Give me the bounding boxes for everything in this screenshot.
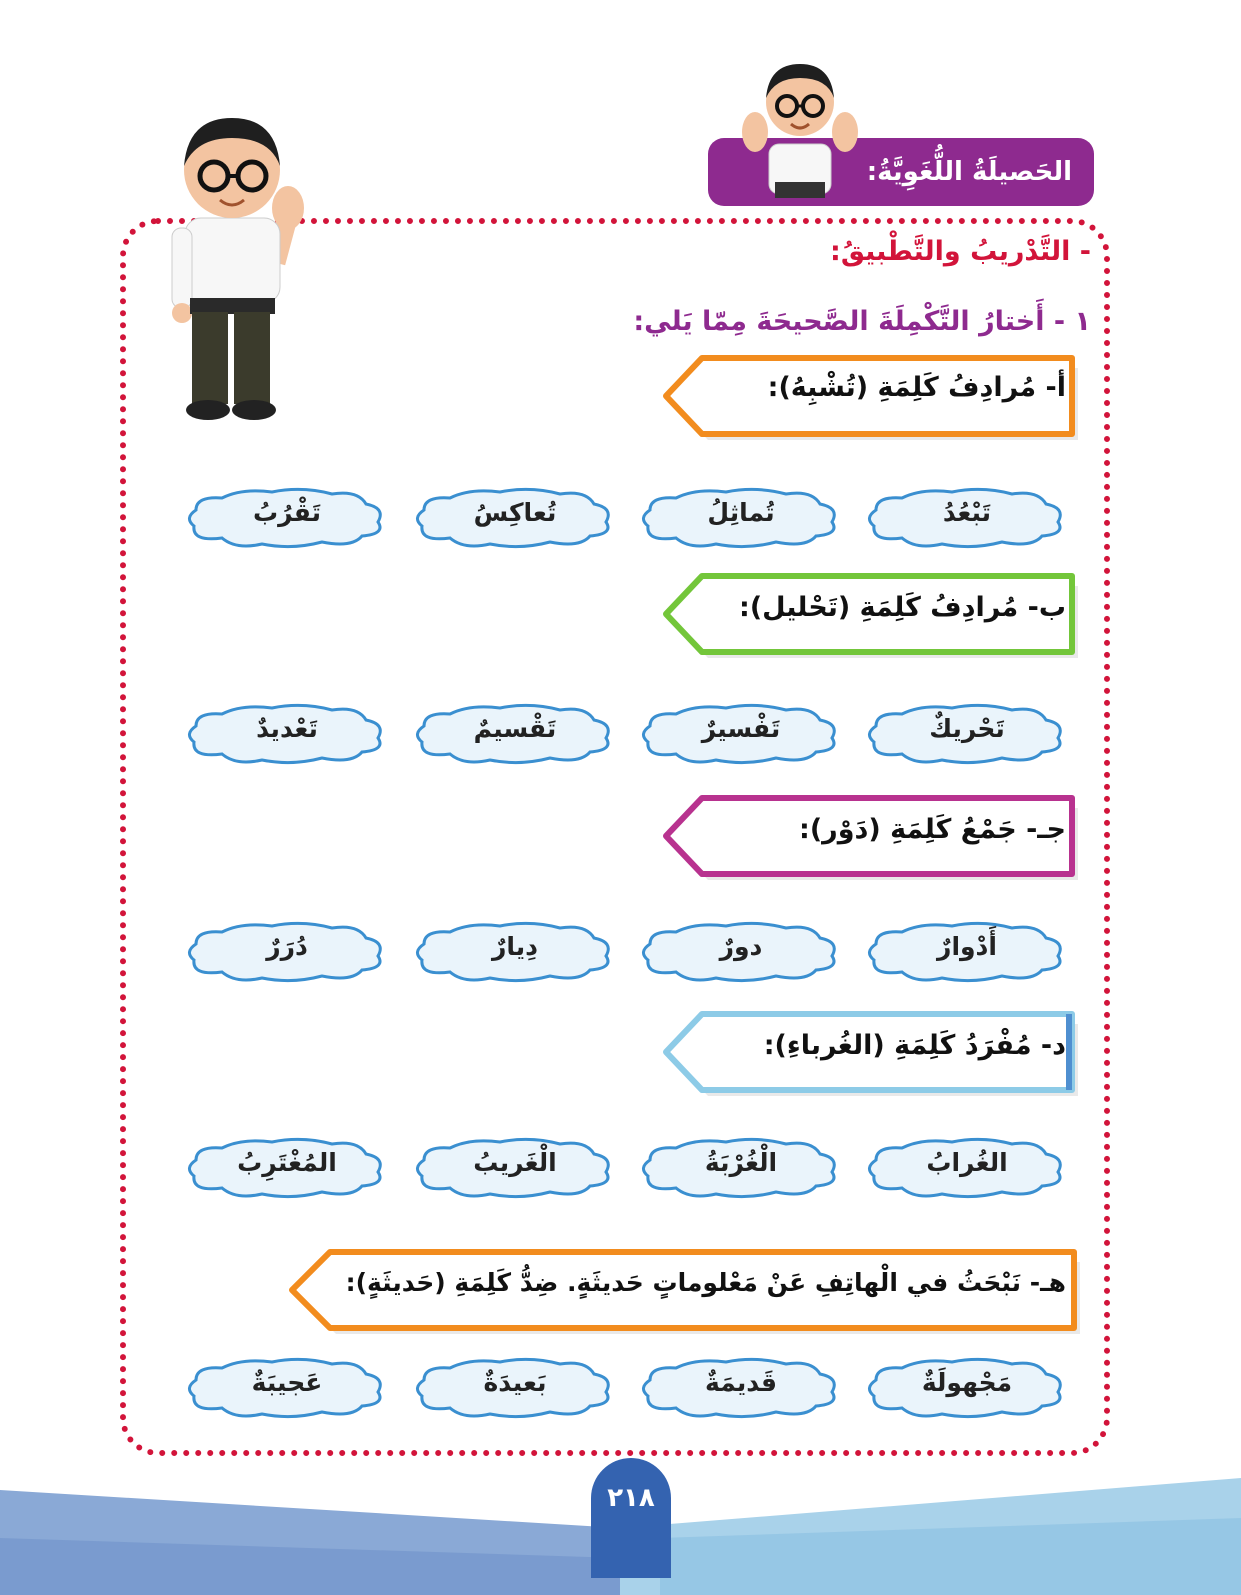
option-cloud[interactable] (636, 1136, 846, 1200)
section-heading: - التَّدْريبُ والتَّطْبيقُ: (830, 236, 1091, 267)
option-label: تُعاكِسُ (473, 498, 557, 527)
question-c-prompt: جـ- جَمْعُ كَلِمَةِ (دَوْر): (799, 814, 1066, 845)
option-cloud[interactable] (636, 702, 846, 766)
option-label: تَبْعُدُ (942, 498, 992, 527)
option-cloud[interactable] (636, 486, 846, 550)
option-cloud[interactable] (410, 920, 620, 984)
page-title: الحَصيلَةُ اللُّغَوِيَّةُ: (866, 157, 1072, 187)
option-label: الْغُرْبَةُ (704, 1148, 778, 1177)
option-cloud[interactable] (862, 1136, 1072, 1200)
option-cloud[interactable] (410, 486, 620, 550)
option-label: الغُرابُ (926, 1148, 1008, 1177)
option-label: المُغْتَرِبُ (237, 1148, 337, 1177)
option-label: تَقْرُبُ (252, 498, 322, 527)
option-cloud[interactable] (410, 1356, 620, 1420)
option-label: بَعيدَةٌ (483, 1368, 547, 1397)
option-label: تَفْسيرٌ (701, 714, 781, 743)
option-cloud[interactable] (182, 486, 392, 550)
exercise-heading: ١ - أَختارُ التَّكْمِلَةَ الصَّحيحَةَ مِمّا يَلي: (633, 306, 1091, 337)
option-cloud[interactable] (182, 1356, 392, 1420)
question-e-prompt: هـ- نَبْحَثُ في الْهاتِفِ عَنْ مَعْلوماتٍ حَديثَةٍ. ضِدُّ كَلِمَةِ (حَديثَةٍ): (345, 1268, 1066, 1297)
option-cloud[interactable] (862, 920, 1072, 984)
option-cloud[interactable] (636, 920, 846, 984)
option-cloud[interactable] (182, 702, 392, 766)
option-label: أَدْوارٌ (937, 932, 997, 961)
option-label: دُرَرٌ (266, 932, 308, 961)
option-cloud[interactable] (182, 920, 392, 984)
option-label: تَحْريكٌ (929, 714, 1005, 743)
option-cloud[interactable] (636, 1356, 846, 1420)
option-label: تَعْديدٌ (256, 714, 318, 743)
option-cloud[interactable] (862, 1356, 1072, 1420)
option-label: دِيارٌ (492, 932, 538, 961)
option-cloud[interactable] (862, 702, 1072, 766)
option-label: الْغَريبُ (473, 1148, 557, 1177)
question-b-prompt: ب- مُرادِفُ كَلِمَةِ (تَحْليل): (739, 592, 1066, 623)
question-d-prompt: د- مُفْرَدُ كَلِمَةِ (الغُرباءِ): (763, 1030, 1066, 1061)
option-label: تَقْسيمٌ (473, 714, 557, 743)
option-label: مَجْهولَةٌ (921, 1368, 1013, 1397)
boy-standing-illustration (160, 108, 320, 423)
option-label: تُماثِلُ (707, 498, 775, 527)
option-label: قَديمَةٌ (704, 1368, 778, 1397)
option-cloud[interactable] (410, 702, 620, 766)
option-cloud[interactable] (182, 1136, 392, 1200)
boy-waving-illustration (735, 52, 865, 202)
option-cloud[interactable] (410, 1136, 620, 1200)
page-number: ٢١٨ (591, 1458, 671, 1578)
option-label: عَجيبَةٌ (251, 1368, 323, 1397)
question-a-prompt: أ- مُرادِفُ كَلِمَةِ (تُشْبِهُ): (767, 372, 1066, 403)
option-cloud[interactable] (862, 486, 1072, 550)
option-label: دورٌ (719, 932, 763, 961)
